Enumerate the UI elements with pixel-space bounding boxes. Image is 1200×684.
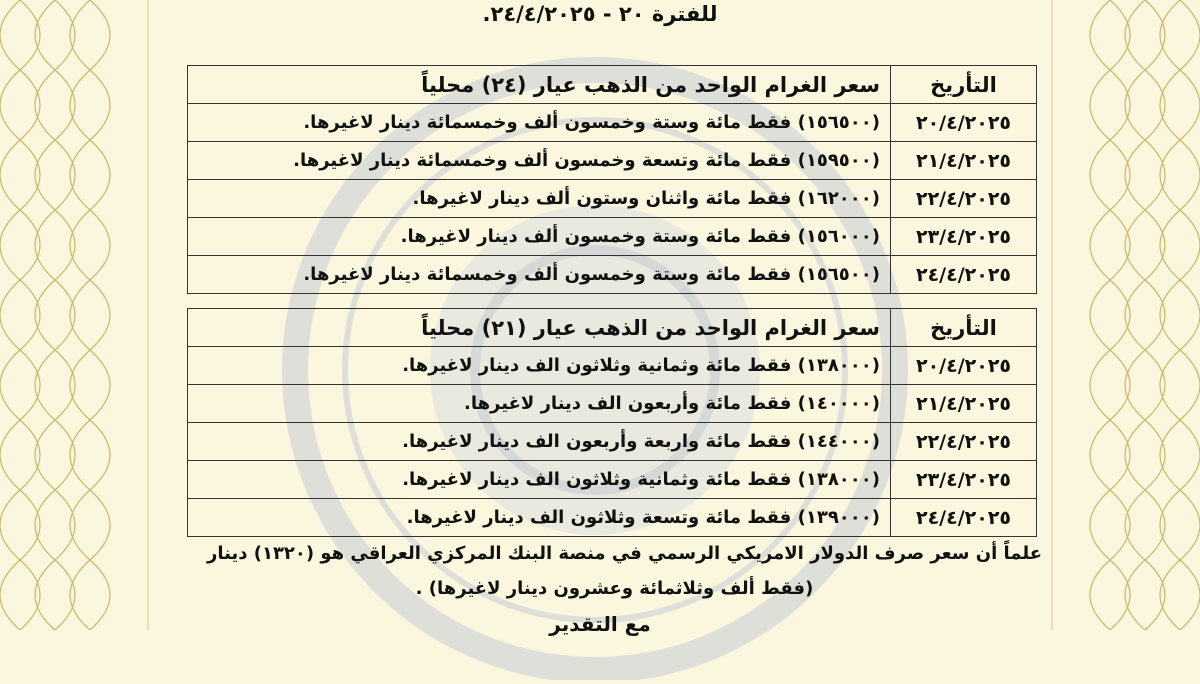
price-column-header: سعر الغرام الواحد من الذهب عيار (٢٤) محلياً (188, 66, 891, 104)
table-row (188, 104, 1037, 142)
closing-regards: مع التقدير (549, 612, 651, 636)
gold-21k-price-table (187, 308, 1037, 537)
table-row (188, 142, 1037, 180)
table-row (188, 180, 1037, 218)
date-cell: ٢٠/٤/٢٠٢٥ (891, 104, 1037, 142)
price-cell: (١٣٩٠٠٠) فقط مائة وتسعة وثلاثون الف دينار لاغيرها. (188, 499, 891, 537)
table-header-row (188, 66, 1037, 104)
price-column-header: سعر الغرام الواحد من الذهب عيار (٢١) محلياً (188, 309, 891, 347)
price-cell: (١٤٤٠٠٠) فقط مائة واربعة وأربعون الف دينار لاغيرها. (188, 423, 891, 461)
date-cell: ٢١/٤/٢٠٢٥ (891, 142, 1037, 180)
table-row (188, 218, 1037, 256)
period-heading: للفترة ٢٠ - ٢٤/٤/٢٠٢٥. (482, 2, 718, 26)
price-cell: (١٣٨٠٠٠) فقط مائة وثمانية وثلاثون الف دينار لاغيرها. (188, 347, 891, 385)
price-cell: (١٣٨٠٠٠) فقط مائة وثمانية وثلاثون الف دينار لاغيرها. (188, 461, 891, 499)
gold-24k-price-table (187, 65, 1037, 294)
table-row (188, 499, 1037, 537)
date-cell: ٢٤/٤/٢٠٢٥ (891, 256, 1037, 294)
date-cell: ٢٢/٤/٢٠٢٥ (891, 423, 1037, 461)
price-cell: (١٥٦٥٠٠) فقط مائة وستة وخمسون ألف وخمسمائة دينار لاغيرها. (188, 256, 891, 294)
price-cell: (١٥٦٥٠٠) فقط مائة وستة وخمسون ألف وخمسمائة دينار لاغيرها. (188, 104, 891, 142)
price-cell: (١٥٦٠٠٠) فقط مائة وستة وخمسون ألف دينار لاغيرها. (188, 218, 891, 256)
price-cell: (١٦٢٠٠٠) فقط مائة واثنان وستون ألف دينار لاغيرها. (188, 180, 891, 218)
exchange-rate-note: علماً أن سعر صرف الدولار الامريكي الرسمي في منصة البنك المركزي العراقي هو (١٣٢٠) دينار (206, 543, 1042, 564)
price-cell: (١٥٩٥٠٠) فقط مائة وتسعة وخمسون ألف وخمسمائة دينار لاغيرها. (188, 142, 891, 180)
table-row (188, 256, 1037, 294)
table-row (188, 385, 1037, 423)
date-column-header: التأريخ (891, 66, 1037, 104)
table-row (188, 461, 1037, 499)
date-cell: ٢٠/٤/٢٠٢٥ (891, 347, 1037, 385)
date-cell: ٢١/٤/٢٠٢٥ (891, 385, 1037, 423)
guilloche-pattern-right (1050, 0, 1200, 630)
left-decorative-border (0, 0, 150, 630)
table-row (188, 423, 1037, 461)
table-header-row (188, 309, 1037, 347)
date-cell: ٢٤/٤/٢٠٢٥ (891, 499, 1037, 537)
date-column-header: التأريخ (891, 309, 1037, 347)
guilloche-pattern-left (0, 0, 150, 630)
right-decorative-border (1050, 0, 1200, 630)
date-cell: ٢٢/٤/٢٠٢٥ (891, 180, 1037, 218)
date-cell: ٢٣/٤/٢٠٢٥ (891, 461, 1037, 499)
price-cell: (١٤٠٠٠٠) فقط مائة وأربعون الف دينار لاغيرها. (188, 385, 891, 423)
exchange-rate-note-words: (فقط ألف وثلاثمائة وعشرون دينار لاغيرها) . (415, 578, 814, 599)
table-row (188, 347, 1037, 385)
date-cell: ٢٣/٤/٢٠٢٥ (891, 218, 1037, 256)
